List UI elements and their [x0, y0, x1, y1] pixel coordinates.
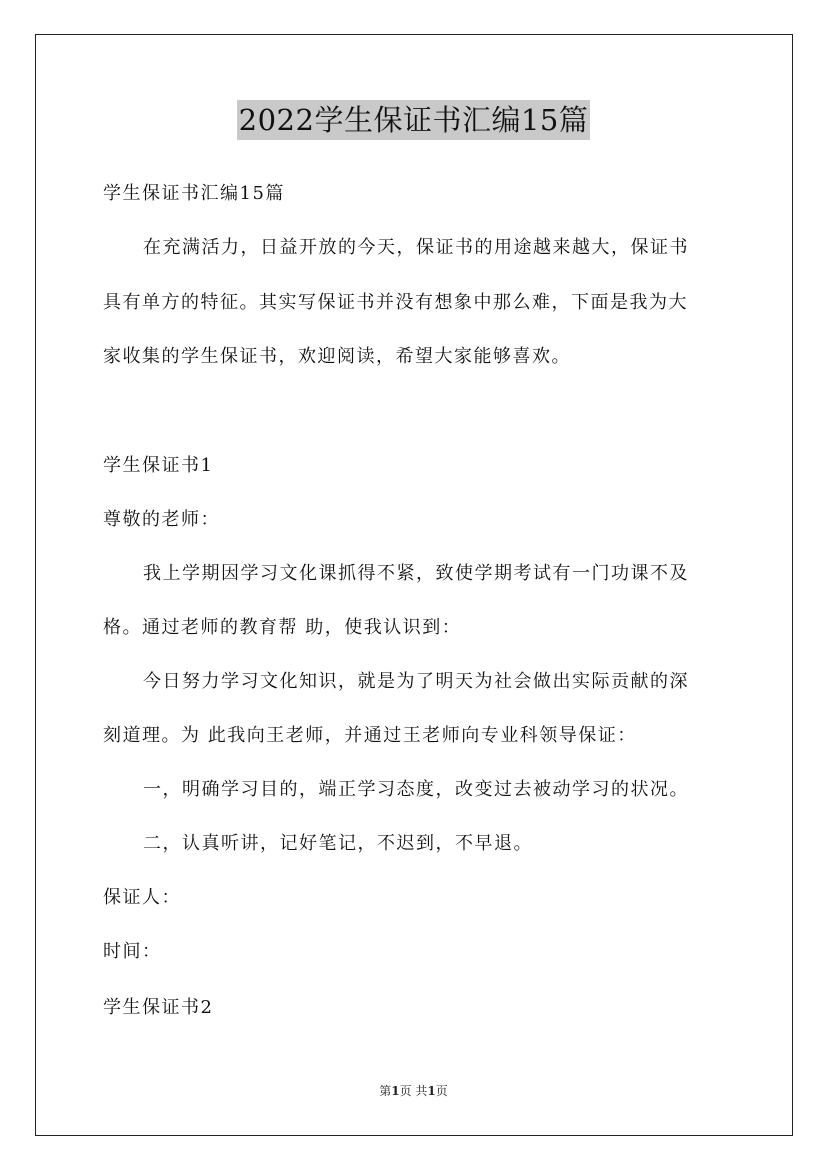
document-title: 2022学生保证书汇编15篇 [237, 100, 591, 140]
para1-line-1: 我上学期因学习文化课抓得不紧，致使学期考试有一门功课不及 [143, 563, 689, 584]
para1-line-2: 格。通过老师的教育帮 助，使我认识到： [103, 617, 462, 638]
section-1-heading: 学生保证书1 [103, 455, 214, 476]
footer-page-number: 1 [391, 1084, 400, 1098]
salutation: 尊敬的老师： [103, 509, 220, 530]
page-footer [0, 1082, 827, 1099]
intro-line-2: 具有单方的特征。其实写保证书并没有想象中那么难，下面是我为大 [103, 292, 688, 313]
intro-line-1: 在充满活力，日益开放的今天，保证书的用途越来越大，保证书 [143, 237, 689, 258]
title-container [0, 100, 827, 140]
subtitle: 学生保证书汇编15篇 [103, 183, 285, 204]
footer-suffix: 页 [435, 1084, 448, 1098]
signer-label: 保证人： [103, 887, 181, 908]
footer-page-total: 1 [427, 1084, 436, 1098]
date-label: 时间： [103, 941, 162, 962]
para2-line-1: 今日努力学习文化知识，就是为了明天为社会做出实际贡献的深 [143, 671, 689, 692]
footer-mid: 页 共 [399, 1084, 428, 1098]
para2-line-2: 刻道理。为 此我向王老师，并通过王老师向专业科领导保证： [103, 725, 637, 746]
intro-line-3: 家收集的学生保证书，欢迎阅读，希望大家能够喜欢。 [103, 346, 571, 367]
section-2-heading: 学生保证书2 [103, 997, 214, 1018]
pledge-item-2: 二，认真听讲，记好笔记，不迟到，不早退。 [143, 833, 533, 854]
pledge-item-1: 一，明确学习目的，端正学习态度，改变过去被动学习的状况。 [143, 779, 689, 800]
footer-prefix: 第 [379, 1084, 392, 1098]
